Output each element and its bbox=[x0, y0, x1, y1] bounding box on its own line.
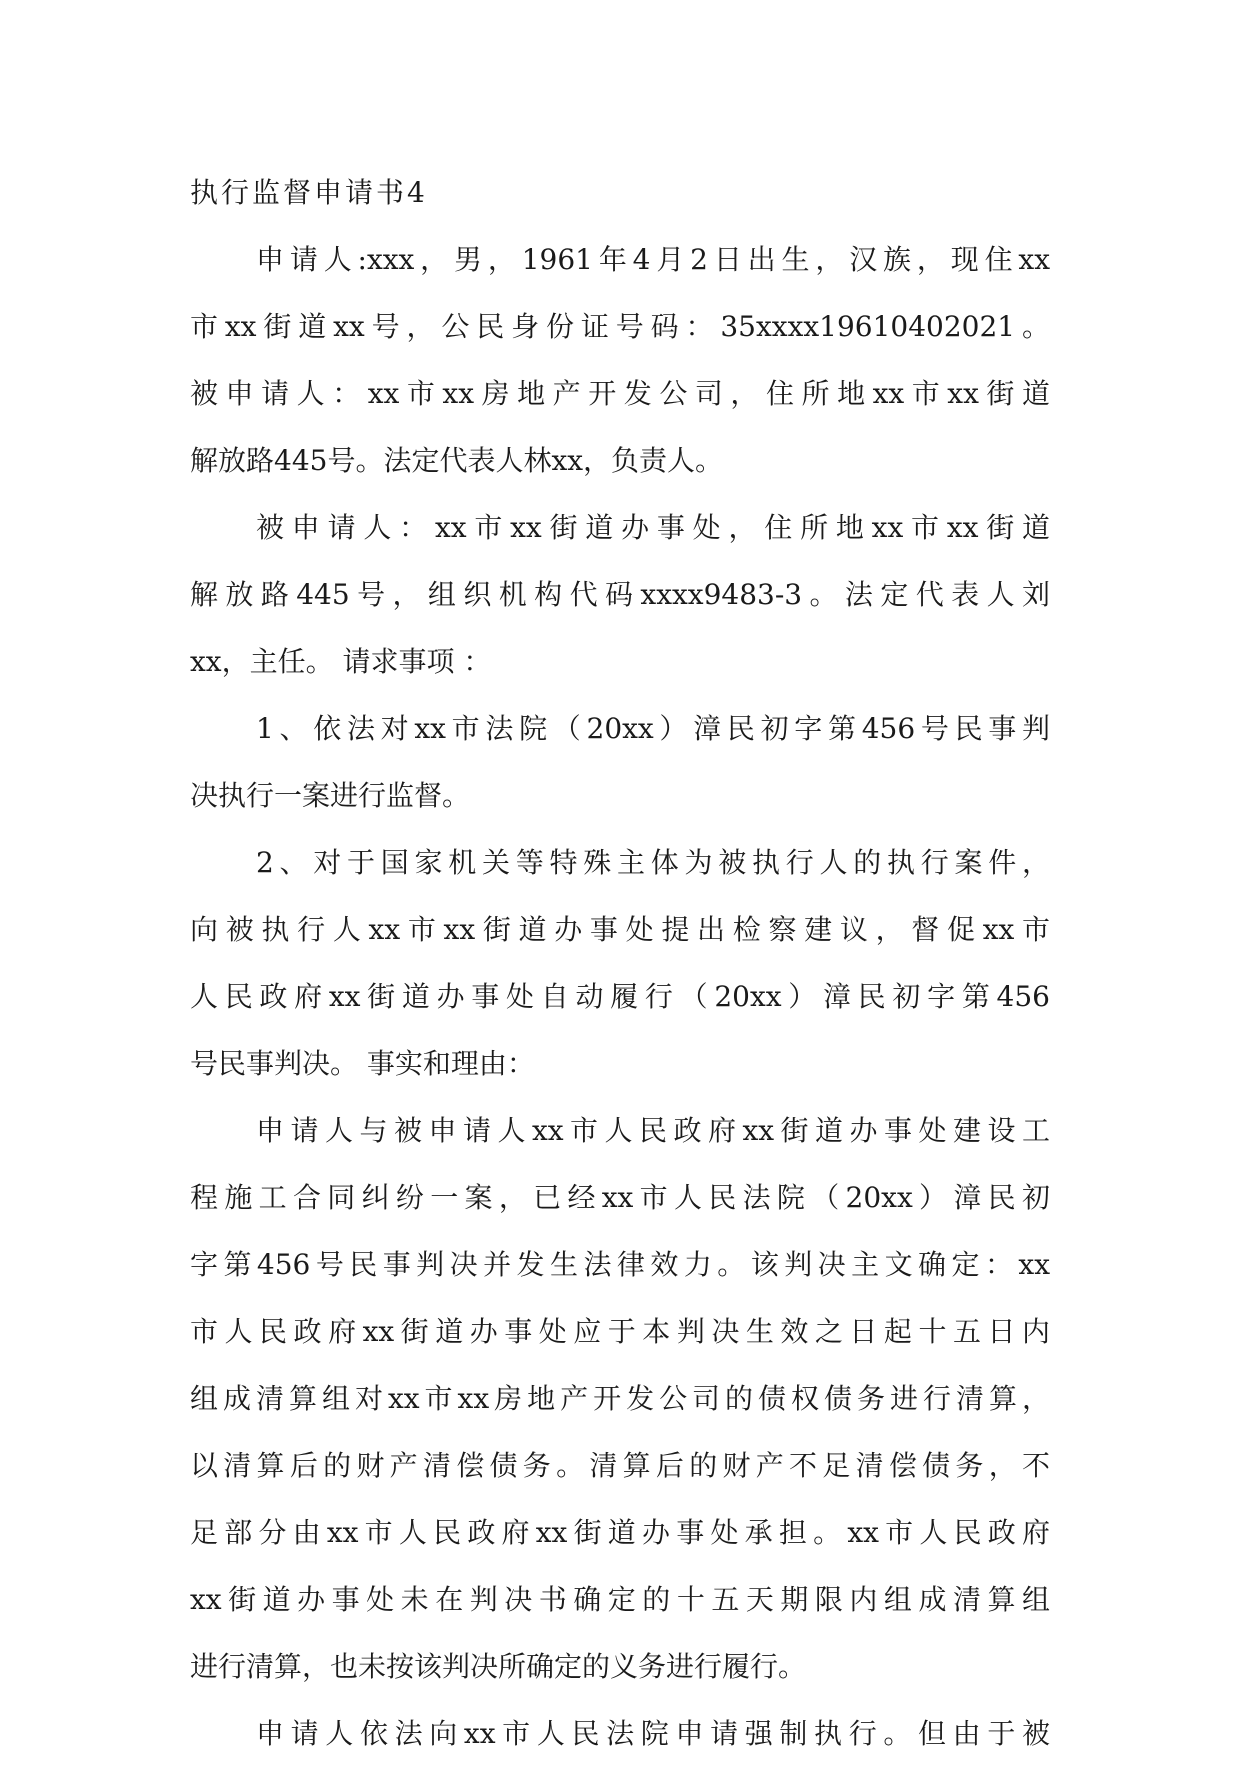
text-line: 申请人依法向xx市人民法院申请强制执行。但由于被 bbox=[256, 1717, 1050, 1750]
text-line: 被申请人：xx市xx街道办事处，住所地xx市xx街道 bbox=[256, 511, 1050, 544]
text-line: 2、对于国家机关等特殊主体为被执行人的执行案件， bbox=[256, 846, 1050, 879]
text-line: xx街道办事处未在判决书确定的十五天期限内组成清算组 bbox=[190, 1583, 1050, 1616]
text-line: 组成清算组对xx市xx房地产开发公司的债权债务进行清算， bbox=[190, 1382, 1050, 1415]
text-line: 被申请人：xx市xx房地产开发公司，住所地xx市xx街道 bbox=[190, 377, 1050, 410]
text-line: 市人民政府xx街道办事处应于本判决生效之日起十五日内 bbox=[190, 1315, 1050, 1348]
text-line: 以清算后的财产清偿债务。清算后的财产不足清偿债务，不 bbox=[190, 1449, 1050, 1482]
text-line: 号民事判决。 事实和理由： bbox=[190, 1047, 535, 1080]
text-line: 足部分由xx市人民政府xx街道办事处承担。xx市人民政府 bbox=[190, 1516, 1050, 1549]
document-body bbox=[190, 160, 1050, 1767]
document-title: 执行监督申请书4 bbox=[190, 176, 428, 209]
text-line: 解放路445号，组织机构代码xxxx9483-3。法定代表人刘 bbox=[190, 578, 1050, 611]
text-line: 1、依法对xx市法院（20xx）漳民初字第456号民事判 bbox=[256, 712, 1050, 745]
text-line: 申请人:xxx，男，1961年4月2日出生，汉族，现住xx bbox=[256, 243, 1050, 276]
document-text bbox=[190, 226, 1050, 1767]
text-line: 解放路445号。法定代表人林xx，负责人。 bbox=[190, 444, 724, 477]
text-line: 市xx街道xx号，公民身份证号码：35xxxx19610402021。 bbox=[190, 310, 1050, 343]
text-line: 人民政府xx街道办事处自动履行（20xx）漳民初字第456 bbox=[190, 980, 1050, 1013]
text-line: 向被执行人xx市xx街道办事处提出检察建议，督促xx市 bbox=[190, 913, 1050, 946]
text-line: 程施工合同纠纷一案，已经xx市人民法院（20xx）漳民初 bbox=[190, 1181, 1050, 1214]
text-line: 申请人与被申请人xx市人民政府xx街道办事处建设工 bbox=[256, 1114, 1050, 1147]
text-line: 进行清算，也未按该判决所确定的义务进行履行。 bbox=[190, 1650, 807, 1683]
text-line: xx，主任。 请求事项 ： bbox=[190, 645, 492, 678]
text-line: 决执行一案进行监督。 bbox=[190, 779, 471, 812]
text-line: 字第456号民事判决并发生法律效力。该判决主文确定：xx bbox=[190, 1248, 1050, 1281]
